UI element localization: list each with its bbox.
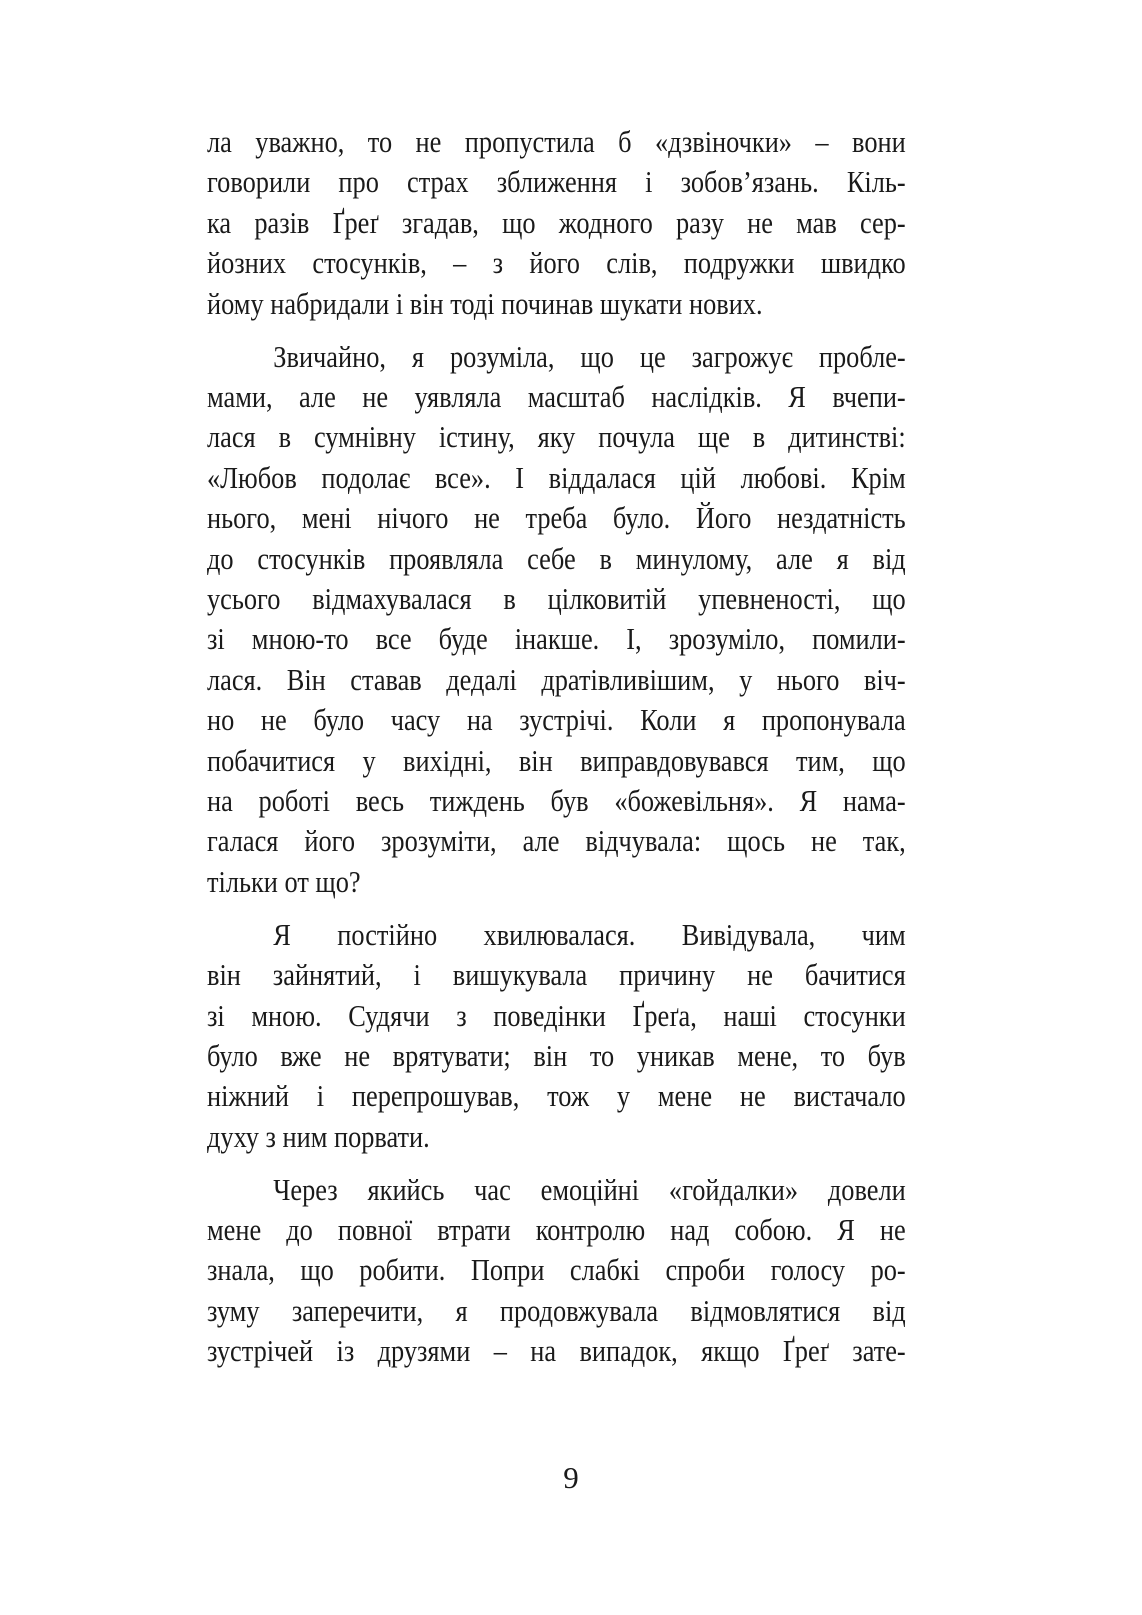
text-line: він зайнятий, і вишукувала причину не бачитися (207, 957, 906, 993)
page-body (207, 122, 906, 1384)
text-line: зі мною-то все буде інакше. І, зрозуміло, помили- (207, 621, 906, 657)
text-line: духу з ним порвати. (207, 1118, 430, 1154)
paragraph (207, 915, 906, 1157)
text-line: зі мною. Судячи з поведінки Ґреґа, наші стосунки (207, 997, 906, 1033)
text-line: Я постійно хвилювалася. Вивідувала, чим (273, 916, 906, 952)
text-line: йозних стосунків, – з його слів, подружки швидко (207, 245, 906, 281)
text-line: нього, мені нічого не треба було. Його нездатність (207, 500, 906, 536)
text-line: Звичайно, я розуміла, що це загрожує пробле- (273, 338, 906, 374)
text-line: мене до повної втрати контролю над собою. Я не (207, 1212, 906, 1248)
paragraph (207, 337, 906, 903)
text-line: Через якийсь час емоційні «гойдалки» довели (273, 1171, 906, 1207)
text-line: но не було часу на зустрічі. Коли я пропонувала (207, 702, 906, 738)
text-line: ка разів Ґреґ згадав, що жодного разу не мав сер- (207, 204, 906, 240)
text-line: було вже не врятувати; він то уникав мене, то був (207, 1037, 906, 1073)
text-line: йому набридали і він тоді починав шукати нових. (207, 285, 763, 321)
text-line: на роботі весь тиждень був «божевільня». Я нама- (207, 783, 906, 818)
page-number: 9 (563, 1460, 579, 1495)
text-line: зуму заперечити, я продовжувала відмовлятися від (207, 1292, 906, 1328)
text-line: тільки от що? (207, 863, 361, 899)
text-line: усього відмахувалася в цілковитій упевненості, що (207, 580, 906, 616)
text-line: ла уважно, то не пропустила б «дзвіночки» – вони (207, 124, 906, 159)
text-line: говорили про страх зближення і зобов’язань. Кіль- (207, 164, 906, 200)
text-line: зустрічей із друзями – на випадок, якщо Ґреґ зате- (207, 1333, 906, 1369)
paragraph (207, 1170, 906, 1372)
paragraph (207, 122, 906, 324)
text-line: до стосунків проявляла себе в минулому, але я від (207, 540, 906, 576)
text-line: ніжний і перепрошував, тож у мене не вистачало (207, 1078, 906, 1114)
text-line: «Любов подолає все». І віддалася цій любові. Крім (207, 459, 906, 495)
text-line: знала, що робити. Попри слабкі спроби голосу ро- (207, 1252, 906, 1288)
text-line: галася його зрозуміти, але відчувала: щось не так, (207, 823, 906, 859)
text-line: лася в сумнівну істину, яку почула ще в дитинстві: (207, 419, 906, 455)
text-line: мами, але не уявляла масштаб наслідків. Я вчепи- (207, 378, 906, 414)
text-line: побачитися у вихідні, він виправдовувався тим, що (207, 742, 906, 778)
text-line: лася. Він ставав дедалі дратівливішим, у нього віч- (207, 661, 906, 697)
